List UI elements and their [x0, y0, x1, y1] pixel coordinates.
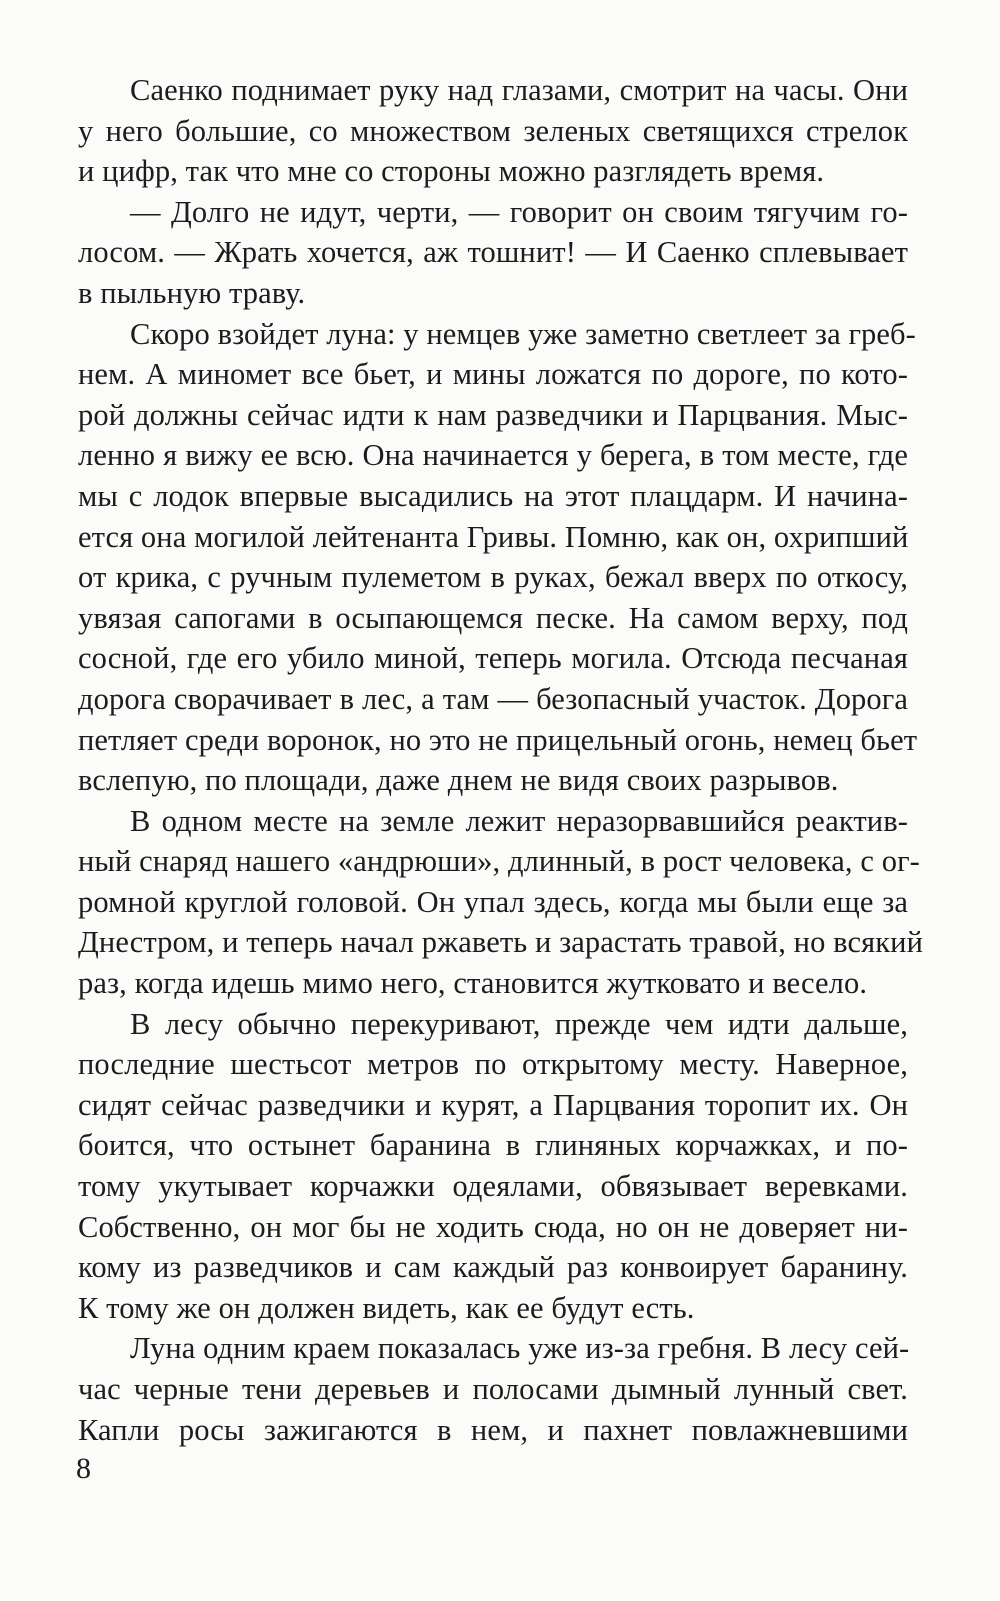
paragraph-5 — [78, 1004, 908, 1329]
paragraph-4 — [78, 801, 924, 1004]
text-line: от крика, с ручным пулеметом в руках, бежал вверх по откосу, — [78, 560, 908, 595]
text-line: увязая сапогами в осыпающемся песке. На самом верху, под — [78, 600, 908, 635]
text-line: ный снаряд нашего «андрюши», длинный, в рост человека, с ог- — [78, 844, 920, 879]
text-line: и цифр, так что мне со стороны можно разглядеть время. — [78, 154, 825, 189]
text-line: лосом. — Жрать хочется, аж тошнит! — И Саенко сплевывает — [78, 235, 908, 270]
text-line: ленно я вижу ее всю. Она начинается у берега, в том месте, где — [78, 438, 908, 473]
text-line: Днестром, и теперь начал ржаветь и зарастать травой, но всякий — [78, 925, 924, 960]
text-line: тому укутывает корчажки одеялами, обвязывает веревками. — [78, 1169, 908, 1204]
page-number: 8 — [76, 1452, 91, 1485]
text-line: дорога сворачивает в лес, а там — безопасный участок. Дорога — [78, 681, 908, 716]
paragraph-6 — [78, 1328, 908, 1450]
text-line: К тому же он должен видеть, как ее будут есть. — [78, 1290, 695, 1325]
text-line: у него большие, со множеством зеленых светящихся стрелок — [78, 113, 908, 148]
text-line: сосной, где его убило миной, теперь могила. Отсюда песчаная — [78, 641, 908, 676]
text-line: мы с лодок впервые высадились на этот плацдарм. И начина- — [78, 478, 908, 513]
text-line: В лесу обычно перекуривают, прежде чем идти дальше, — [130, 1006, 908, 1041]
paragraph-1 — [78, 70, 908, 192]
text-line: в пыльную траву. — [78, 275, 306, 310]
text-line: петляет среди воронок, но это не прицельный огонь, немец бьет — [78, 722, 918, 757]
text-line: сидят сейчас разведчики и курят, а Парцвания торопит их. Он — [78, 1087, 908, 1122]
text-line: последние шестьсот метров по открытому месту. Наверное, — [78, 1047, 908, 1082]
paragraph-2 — [78, 192, 908, 314]
text-line: Капли росы зажигаются в нем, и пахнет повлажневшими — [78, 1412, 908, 1447]
text-line: нем. А миномет все бьет, и мины ложатся по дороге, по кото- — [78, 357, 908, 392]
text-line: Саенко поднимает руку над глазами, смотрит на часы. Они — [130, 73, 908, 107]
text-line: Собственно, он мог бы не ходить сюда, но он не доверяет ни- — [78, 1209, 908, 1244]
text-line: Скоро взойдет луна: у немцев уже заметно светлеет за греб- — [130, 316, 916, 351]
text-line: боится, что остынет баранина в глиняных корчажках, и по- — [78, 1128, 908, 1163]
paragraph-3 — [78, 314, 918, 801]
text-line: раз, когда идешь мимо него, становится жутковато и весело. — [78, 966, 868, 1001]
text-line: кому из разведчиков и сам каждый раз конвоирует баранину. — [78, 1250, 908, 1285]
text-line: час черные тени деревьев и полосами дымный лунный свет. — [78, 1372, 908, 1406]
text-line: ромной круглой головой. Он упал здесь, когда мы были еще за — [78, 884, 908, 919]
body-text — [78, 70, 924, 1450]
text-line: — Долго не идут, черти, — говорит он своим тягучим го- — [130, 194, 908, 229]
text-line: вслепую, по площади, даже днем не видя своих разрывов. — [78, 763, 839, 798]
text-line: ется она могилой лейтенанта Гривы. Помню, как он, охрипший — [78, 519, 909, 554]
text-line: Луна одним краем показалась уже из-за гребня. В лесу сей- — [130, 1331, 910, 1366]
text-line: рой должны сейчас идти к нам разведчики и Парцвания. Мыс- — [78, 397, 908, 432]
text-line: В одном месте на земле лежит неразорвавшийся реактив- — [130, 803, 908, 838]
